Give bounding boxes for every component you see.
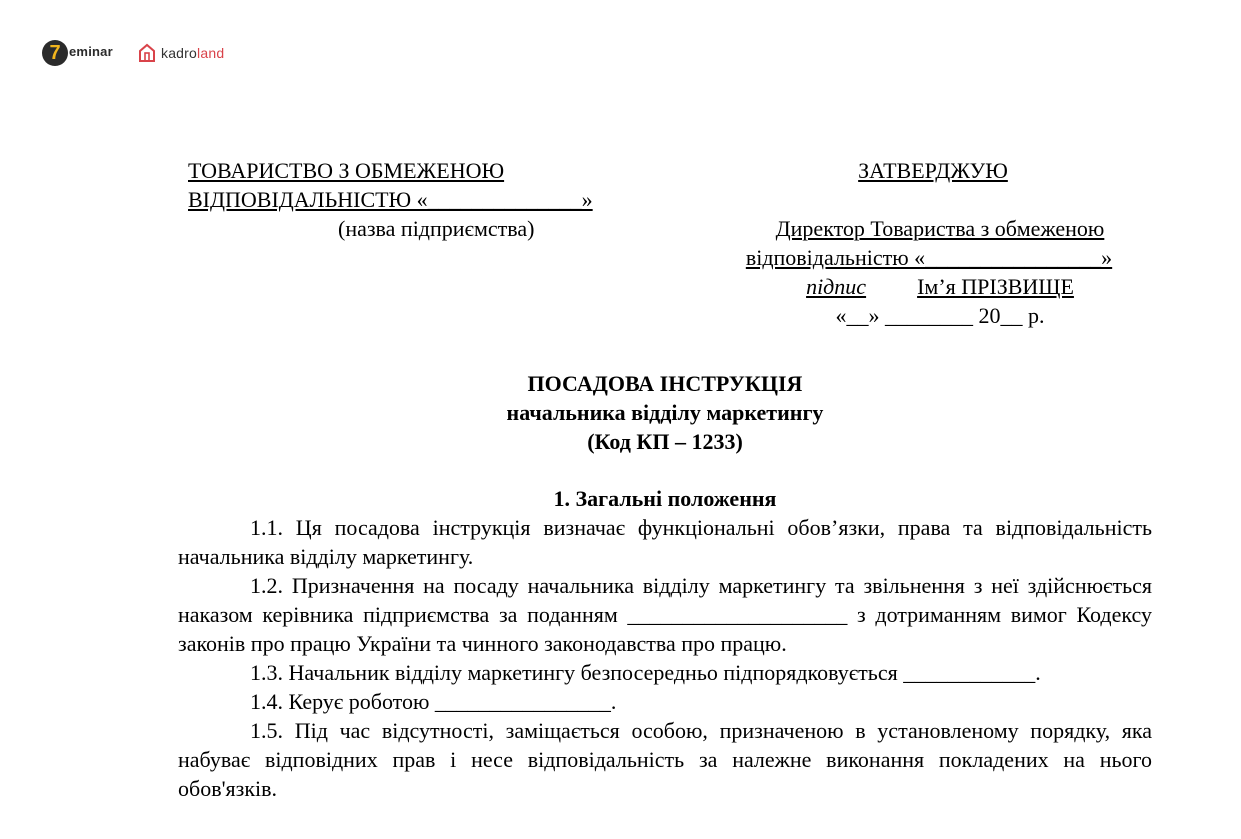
paragraph-1-5: 1.5. Під час відсутності, заміщається особою, призначеною в установленому порядку, яка набуває відповідних прав і несе відповідальність за належне виконання покладених на нього обов'язків.: [178, 718, 1152, 801]
paragraph-1-3: 1.3. Начальник відділу маркетингу безпосередньо підпорядковується ____________.: [250, 660, 1041, 685]
section-body: [178, 513, 1152, 803]
paragraph-1-2: 1.2. Призначення на посаду начальника відділу маркетингу та звільнення з неї здійснюється наказом керівника підприємства за поданням ____________________ з дотриманням вимог Кодексу законів про працю України та чинного законодавства про працю.: [178, 573, 1152, 656]
paragraph-1-4: 1.4. Керує роботою ________________.: [250, 689, 617, 714]
signature-line: [720, 272, 1160, 301]
kadroland-main: kadro: [161, 45, 198, 61]
seminar-logo-icon: 7: [42, 40, 68, 66]
approve-label: ЗАТВЕРДЖУЮ: [858, 158, 1008, 183]
director-name: Ім’я ПРІЗВИЩЕ: [917, 274, 1074, 299]
doc-subtitle: начальника відділу маркетингу: [506, 400, 824, 425]
paragraph-1-1: 1.1. Ця посадова інструкція визначає функціональні обов’язки, права та відповідальність начальника відділу маркетингу.: [178, 515, 1152, 569]
logos: [42, 38, 302, 68]
company-header: [188, 156, 688, 243]
doc-code: (Код КП – 1233): [587, 429, 743, 454]
approval-block: [720, 156, 1160, 330]
director-line-1: Директор Товариства з обмеженою: [775, 216, 1105, 241]
section-heading: 1. Загальні положення: [553, 486, 777, 511]
company-line-2: ВІДПОВІДАЛЬНІСТЮ «______________»: [188, 187, 593, 212]
kadroland-house-icon: [137, 43, 157, 63]
seminar-logo-text: eminar: [69, 44, 113, 59]
kadroland-accent: land: [197, 45, 225, 61]
company-line-1: ТОВАРИСТВО З ОБМЕЖЕНОЮ: [188, 158, 505, 183]
company-name-caption: (назва підприємства): [338, 216, 535, 241]
director-line-2: відповідальністю «________________»: [745, 245, 1113, 270]
kadroland-logo-text: [161, 45, 224, 61]
signature-label: підпис: [806, 274, 867, 299]
approval-date: «__» ________ 20__ р.: [835, 303, 1045, 328]
doc-title: ПОСАДОВА ІНСТРУКЦІЯ: [527, 371, 803, 396]
